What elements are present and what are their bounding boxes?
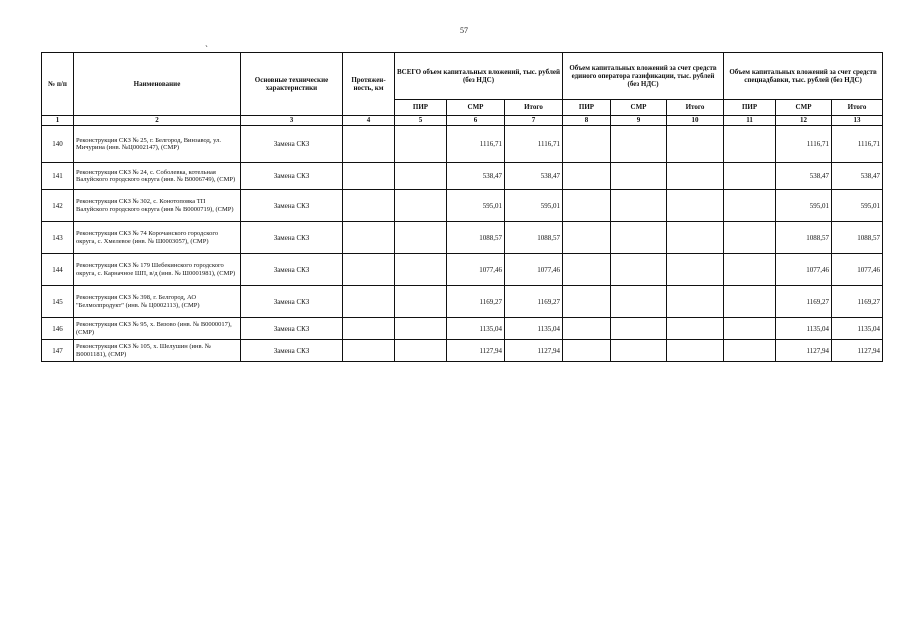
investment-table (41, 52, 883, 362)
row-total-itogo-cell: 538,47 (505, 163, 563, 190)
row-sp-smr-cell: 1169,27 (776, 286, 832, 318)
row-total-pir-cell (395, 163, 447, 190)
row-tech-cell: Замена СКЗ (241, 163, 343, 190)
sub-pir: ПИР (395, 100, 447, 116)
row-sp-pir-cell (724, 286, 776, 318)
row-tech-cell: Замена СКЗ (241, 286, 343, 318)
index-cell: 10 (667, 116, 724, 126)
index-cell: 8 (563, 116, 611, 126)
row-sp-itogo-cell: 1116,71 (832, 126, 883, 163)
row-total-itogo-cell: 1135,04 (505, 318, 563, 340)
col-num-header: № п/п (42, 53, 74, 116)
index-cell: 11 (724, 116, 776, 126)
row-sp-smr-cell: 595,01 (776, 190, 832, 222)
row-total-pir-cell (395, 340, 447, 362)
row-total-pir-cell (395, 286, 447, 318)
group-special-header: Объем капитальных вложений за счет средств спецнадбавки, тыс. рублей (без НДС) (724, 53, 883, 100)
row-sp-pir-cell (724, 163, 776, 190)
row-total-pir-cell (395, 318, 447, 340)
row-total-itogo-cell: 595,01 (505, 190, 563, 222)
row-total-itogo-cell: 1088,57 (505, 222, 563, 254)
row-total-itogo-cell: 1077,46 (505, 254, 563, 286)
row-op-pir-cell (563, 340, 611, 362)
row-length-cell (343, 318, 395, 340)
col-tech-header: Основные технические характеристики (241, 53, 343, 116)
sub-total: Итого (832, 100, 883, 116)
row-total-pir-cell (395, 126, 447, 163)
index-cell: 9 (611, 116, 667, 126)
table-row (42, 254, 883, 286)
index-row (42, 116, 883, 126)
row-length-cell (343, 254, 395, 286)
group-operator-header: Объем капитальных вложений за счет средств единого оператора газификации, тыс. рублей (без НДС) (563, 53, 724, 100)
index-cell: 2 (74, 116, 241, 126)
row-op-smr-cell (611, 286, 667, 318)
table-row (42, 190, 883, 222)
row-name-cell: Реконструкция СКЗ № 95, х. Вязово (инв. № В0000017), (СМР) (74, 318, 241, 340)
table-row (42, 318, 883, 340)
row-sp-pir-cell (724, 126, 776, 163)
row-length-cell (343, 190, 395, 222)
row-length-cell (343, 286, 395, 318)
row-tech-cell: Замена СКЗ (241, 340, 343, 362)
row-name-cell: Реконструкция СКЗ № 105, х. Шелушин (инв. № В0001181), (СМР) (74, 340, 241, 362)
row-total-itogo-cell: 1127,94 (505, 340, 563, 362)
row-num-cell: 142 (42, 190, 74, 222)
sub-total: Итого (505, 100, 563, 116)
row-op-itogo-cell (667, 286, 724, 318)
col-length-header: Протяжен-ность, км (343, 53, 395, 116)
sub-smr: СМР (611, 100, 667, 116)
index-cell: 3 (241, 116, 343, 126)
row-total-smr-cell: 595,01 (447, 190, 505, 222)
row-total-smr-cell: 1116,71 (447, 126, 505, 163)
row-op-smr-cell (611, 254, 667, 286)
row-sp-pir-cell (724, 254, 776, 286)
sub-pir: ПИР (563, 100, 611, 116)
table-row (42, 126, 883, 163)
header-row (42, 53, 883, 100)
row-op-pir-cell (563, 222, 611, 254)
row-sp-smr-cell: 1088,57 (776, 222, 832, 254)
row-op-itogo-cell (667, 163, 724, 190)
index-cell: 12 (776, 116, 832, 126)
row-op-smr-cell (611, 340, 667, 362)
index-cell: 4 (343, 116, 395, 126)
index-cell: 6 (447, 116, 505, 126)
row-sp-smr-cell: 1127,94 (776, 340, 832, 362)
row-sp-pir-cell (724, 318, 776, 340)
row-total-itogo-cell: 1116,71 (505, 126, 563, 163)
row-name-cell: Реконструкция СКЗ № 179 Шебекинского городского округа, с. Карначное ШП, в/д (инв. № Ш0001981), (СМР) (74, 254, 241, 286)
row-sp-pir-cell (724, 190, 776, 222)
page-number: 57 (460, 26, 468, 35)
row-total-pir-cell (395, 254, 447, 286)
row-op-pir-cell (563, 190, 611, 222)
row-name-cell: Реконструкция СКЗ № 24, с. Соболевка, котельная Валуйского городского округа (инв. № В0006749), (СМР) (74, 163, 241, 190)
row-name-cell: Реконструкция СКЗ № 74 Корочанского городского округа, с. Хмелевое (инв. № Ш0003057), (СМР) (74, 222, 241, 254)
index-cell: 13 (832, 116, 883, 126)
row-op-pir-cell (563, 254, 611, 286)
row-sp-itogo-cell: 1077,46 (832, 254, 883, 286)
row-sp-itogo-cell: 1169,27 (832, 286, 883, 318)
row-total-smr-cell: 1088,57 (447, 222, 505, 254)
row-op-pir-cell (563, 163, 611, 190)
row-op-pir-cell (563, 126, 611, 163)
col-name-label: Наименование (133, 79, 181, 88)
row-sp-smr-cell: 1135,04 (776, 318, 832, 340)
row-total-smr-cell: 1135,04 (447, 318, 505, 340)
row-sp-smr-cell: 538,47 (776, 163, 832, 190)
row-op-pir-cell (563, 286, 611, 318)
row-tech-cell: Замена СКЗ (241, 190, 343, 222)
row-name-cell: Реконструкция СКЗ № 398, г. Белгород, АО "Белмолпродукт" (инв. № Ц0002113), (СМР) (74, 286, 241, 318)
row-total-smr-cell: 1169,27 (447, 286, 505, 318)
row-name-cell: Реконструкция СКЗ № 25, г. Белгород, Винзавод, ул. Мичурина (инв. №Ц0002147), (СМР) (74, 126, 241, 163)
table-row (42, 340, 883, 362)
sub-total: Итого (667, 100, 724, 116)
row-total-smr-cell: 538,47 (447, 163, 505, 190)
index-cell: 1 (42, 116, 74, 126)
row-op-itogo-cell (667, 222, 724, 254)
row-sp-itogo-cell: 538,47 (832, 163, 883, 190)
row-num-cell: 146 (42, 318, 74, 340)
row-op-pir-cell (563, 318, 611, 340)
row-total-pir-cell (395, 222, 447, 254)
scan-mark: ` (205, 44, 208, 54)
row-total-smr-cell: 1077,46 (447, 254, 505, 286)
row-op-itogo-cell (667, 190, 724, 222)
row-tech-cell: Замена СКЗ (241, 254, 343, 286)
row-sp-itogo-cell: 1127,94 (832, 340, 883, 362)
row-op-smr-cell (611, 318, 667, 340)
table-row (42, 222, 883, 254)
index-cell: 5 (395, 116, 447, 126)
row-sp-itogo-cell: 595,01 (832, 190, 883, 222)
row-num-cell: 147 (42, 340, 74, 362)
row-sp-smr-cell: 1077,46 (776, 254, 832, 286)
row-op-smr-cell (611, 126, 667, 163)
row-op-smr-cell (611, 190, 667, 222)
row-op-itogo-cell (667, 126, 724, 163)
table-row (42, 286, 883, 318)
row-tech-cell: Замена СКЗ (241, 126, 343, 163)
row-total-pir-cell (395, 190, 447, 222)
row-tech-cell: Замена СКЗ (241, 222, 343, 254)
row-length-cell (343, 126, 395, 163)
row-num-cell: 140 (42, 126, 74, 163)
row-total-smr-cell: 1127,94 (447, 340, 505, 362)
row-name-cell: Реконструкция СКЗ № 302, с. Конотоповка ТП Валуйского городского округа (инв № В0000719), (СМР) (74, 190, 241, 222)
row-sp-pir-cell (724, 222, 776, 254)
row-sp-itogo-cell: 1135,04 (832, 318, 883, 340)
row-op-smr-cell (611, 163, 667, 190)
row-op-smr-cell (611, 222, 667, 254)
sub-smr: СМР (447, 100, 505, 116)
row-num-cell: 141 (42, 163, 74, 190)
row-num-cell: 145 (42, 286, 74, 318)
row-tech-cell: Замена СКЗ (241, 318, 343, 340)
row-op-itogo-cell (667, 340, 724, 362)
row-sp-pir-cell (724, 340, 776, 362)
index-cell: 7 (505, 116, 563, 126)
row-total-itogo-cell: 1169,27 (505, 286, 563, 318)
row-length-cell (343, 340, 395, 362)
table-row (42, 163, 883, 190)
group-total-header: ВСЕГО объем капитальных вложений, тыс. рублей (без НДС) (395, 53, 563, 100)
row-length-cell (343, 222, 395, 254)
row-op-itogo-cell (667, 254, 724, 286)
sub-smr: СМР (776, 100, 832, 116)
row-op-itogo-cell (667, 318, 724, 340)
row-length-cell (343, 163, 395, 190)
sub-pir: ПИР (724, 100, 776, 116)
row-num-cell: 143 (42, 222, 74, 254)
col-name-header (74, 53, 241, 116)
row-num-cell: 144 (42, 254, 74, 286)
row-sp-itogo-cell: 1088,57 (832, 222, 883, 254)
row-sp-smr-cell: 1116,71 (776, 126, 832, 163)
